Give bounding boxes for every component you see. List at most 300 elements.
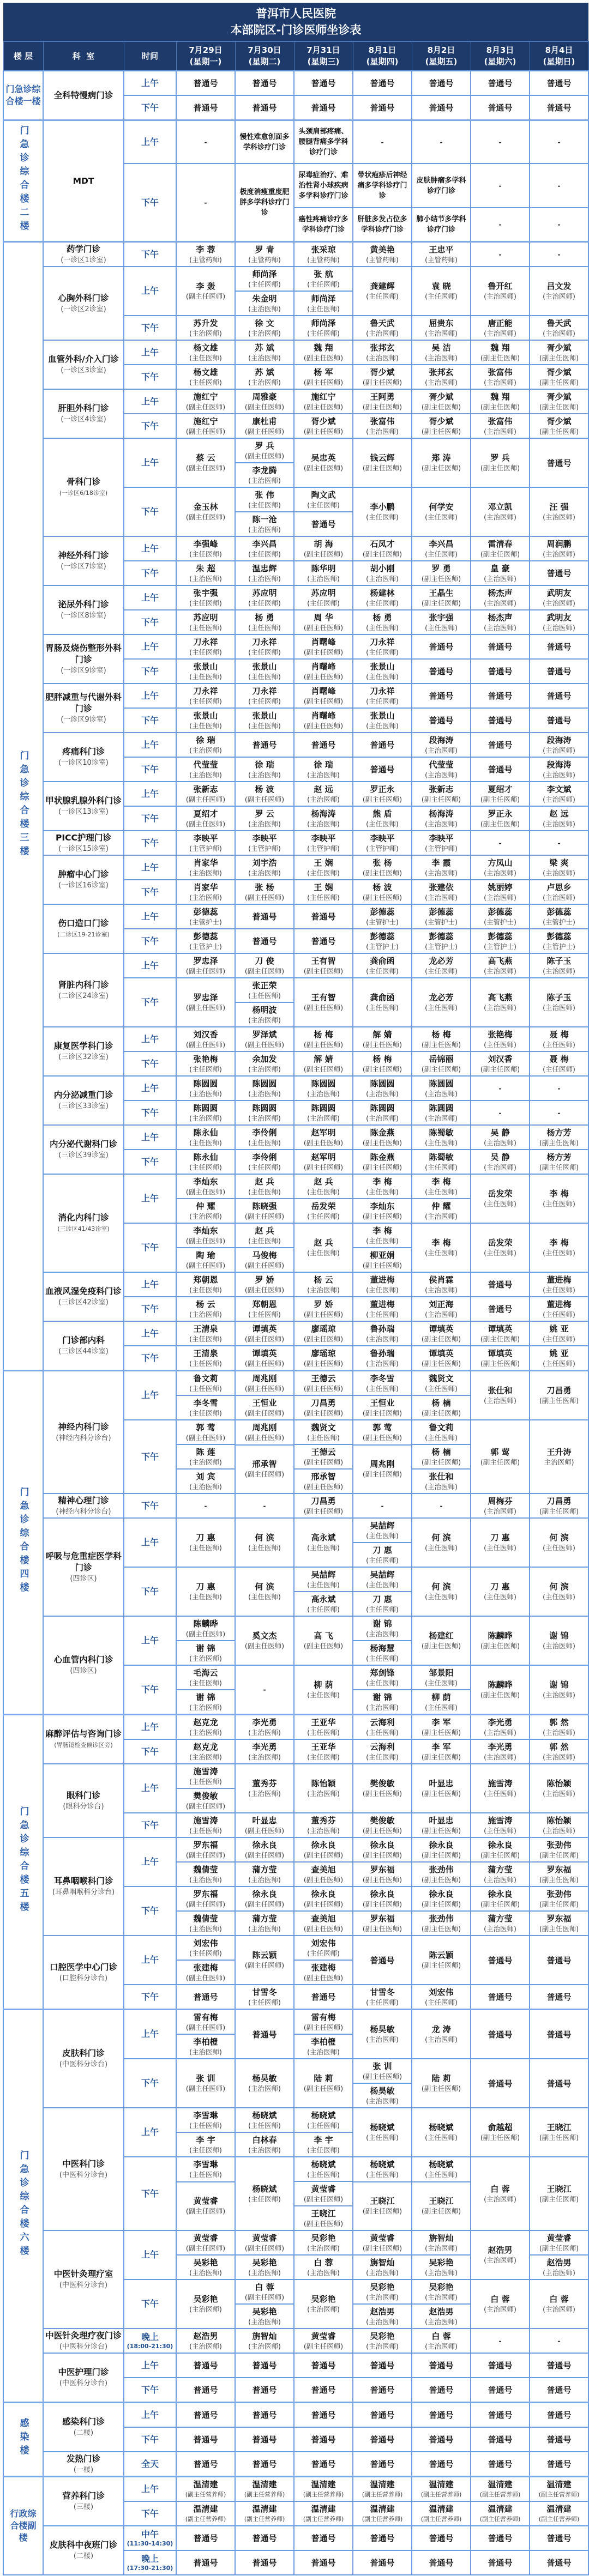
cell-stack	[236, 807, 293, 830]
schedule-cell	[412, 120, 471, 164]
doctor-entry	[177, 1640, 235, 1665]
slot-entry	[353, 733, 411, 757]
slot-entry	[353, 71, 411, 95]
doctor-name: 罗泽斌	[252, 1029, 277, 1039]
schedule-cell	[412, 733, 471, 757]
schedule-cell	[235, 2550, 294, 2575]
general-registration: 普通号	[488, 103, 513, 113]
department-name: 中医针灸理疗夜门诊	[45, 2330, 122, 2341]
doctor-title: (副主任医师)	[185, 2244, 226, 2252]
empty-slot: -	[557, 182, 561, 190]
schedule-cell	[235, 978, 294, 1027]
cell-stack	[530, 586, 588, 609]
doctor-title: (主治医师)	[307, 1789, 340, 1798]
doctor-title: (主治医师)	[543, 2268, 575, 2277]
cell-stack	[177, 1273, 235, 1296]
cell-stack	[471, 1224, 529, 1272]
schedule-cell	[530, 1985, 588, 2010]
doctor-entry	[177, 1468, 235, 1493]
doctor-name: 鲁文莉	[429, 1422, 454, 1432]
doctor-name: 董进梅	[546, 1274, 572, 1285]
cell-stack	[294, 905, 352, 928]
cell-stack	[471, 905, 529, 928]
doctor-name: 李龙腾	[252, 465, 277, 475]
doctor-title: (主治医师)	[484, 1507, 516, 1515]
doctor-entry	[412, 2502, 470, 2525]
department-name: 消化内科门诊	[58, 1213, 109, 1223]
doctor-entry	[353, 1689, 411, 1714]
doctor-title: (副主任医师)	[421, 1900, 461, 1908]
doctor-entry	[294, 1420, 352, 1444]
schedule-cell	[235, 1346, 294, 1371]
cell-stack	[294, 2280, 352, 2328]
schedule-cell	[412, 659, 471, 684]
doctor-entry	[412, 586, 470, 609]
cell-stack	[471, 1838, 529, 1886]
doctor-title: (主任医师)	[366, 672, 399, 681]
time-cell	[124, 2378, 176, 2403]
cell-stack	[530, 2428, 588, 2451]
doctor-name: 李 梅	[372, 1176, 392, 1187]
cell-stack	[236, 2280, 293, 2328]
schedule-row	[3, 1027, 588, 1051]
cell-stack	[177, 2551, 235, 2574]
doctor-name: 张仕和	[429, 1471, 454, 1481]
doctor-title: (主任医师)	[425, 292, 458, 300]
general-registration: 普通号	[311, 2558, 336, 2568]
cell-stack	[412, 905, 470, 928]
general-registration: 普通号	[252, 2459, 277, 2469]
doctor-name: 吴彩艳	[370, 2331, 395, 2341]
doctor-name: 魏贤文	[429, 1373, 454, 1383]
schedule-cell	[294, 487, 353, 536]
schedule-cell	[530, 2477, 588, 2502]
general-registration: 普通号	[429, 691, 454, 701]
doctor-name: 杨 梅	[431, 1029, 451, 1039]
schedule-cell	[412, 71, 471, 95]
doctor-name: 魏倩莹	[193, 1864, 218, 1874]
doctor-name: 刀 惠	[372, 1545, 392, 1555]
doctor-title: (主任医师)	[189, 1384, 222, 1393]
cell-stack	[471, 733, 529, 757]
doctor-entry	[412, 2010, 470, 2058]
schedule-cell	[176, 2378, 235, 2403]
slot-entry	[530, 709, 588, 732]
doctor-title: (副主任医师)	[303, 402, 344, 411]
cell-stack	[236, 1346, 293, 1370]
time-cell	[124, 340, 176, 365]
doctor-name: 张建梅	[311, 1962, 336, 1973]
doctor-entry	[471, 1126, 529, 1149]
schedule-cell	[412, 536, 471, 561]
cell-stack	[353, 733, 411, 757]
doctor-name: 陶 瑜	[196, 1250, 215, 1260]
doctor-title: (副主任医师)	[421, 1334, 461, 1343]
doctor-entry	[471, 1740, 529, 1763]
doctor-title: (主治医师)	[189, 1875, 222, 1884]
day-weekday: (星期日)	[543, 57, 575, 66]
time-label: 上午	[141, 2127, 159, 2137]
doctor-name: 吴 静	[490, 1152, 510, 1162]
doctor-title: (主任医师)	[189, 1334, 222, 1343]
cell-stack	[412, 807, 470, 830]
doctor-entry	[177, 2231, 235, 2254]
cell-stack	[177, 414, 235, 438]
general-registration: 普通号	[546, 691, 572, 701]
doctor-name: 李雪琳	[193, 2110, 218, 2120]
floor-label: 门急诊综合楼二楼	[17, 125, 29, 234]
doctor-entry	[177, 2059, 235, 2107]
schedule-cell	[235, 2108, 294, 2157]
cell-stack	[412, 1346, 470, 1370]
time-cell	[124, 2427, 176, 2452]
doctor-entry	[412, 782, 470, 806]
schedule-cell	[530, 2452, 588, 2477]
doctor-name: 温清建	[193, 2504, 218, 2514]
doctor-title: (主任医师)	[189, 2145, 222, 2154]
schedule-row	[3, 1764, 588, 1813]
doctor-name: 张富伟	[370, 416, 395, 426]
slot-entry	[236, 2378, 293, 2402]
cell-stack	[353, 635, 411, 658]
doctor-entry	[294, 2231, 352, 2254]
slot-entry	[412, 121, 470, 163]
doctor-name: 徐永良	[488, 1840, 513, 1850]
doctor-entry	[236, 1175, 293, 1198]
schedule-cell	[471, 71, 530, 95]
doctor-title: (主治医师)	[366, 1703, 399, 1712]
doctor-entry	[177, 1395, 235, 1419]
floor-cell	[3, 2010, 43, 2403]
schedule-cell	[294, 2378, 353, 2403]
doctor-name: 王 娴	[314, 857, 333, 868]
schedule-cell	[412, 1346, 471, 1371]
cell-stack	[177, 1420, 235, 1493]
doctor-title: (主任医师)	[189, 378, 222, 386]
slot-entry	[530, 2526, 588, 2550]
doctor-title: (副主任医师)	[362, 795, 402, 803]
doctor-title: (副主任营养师)	[185, 2515, 226, 2523]
doctor-name: 吴彩艳	[193, 2257, 218, 2267]
doctor-entry	[353, 1715, 411, 1739]
schedule-cell	[353, 782, 412, 806]
cell-stack	[412, 2108, 470, 2156]
doctor-name: 龚俞函	[370, 993, 395, 1002]
schedule-row	[3, 1272, 588, 1297]
department-room: (三诊区39诊室)	[58, 1151, 109, 1159]
schedule-cell	[353, 831, 412, 855]
cell-stack	[530, 96, 588, 119]
schedule-row	[3, 855, 588, 880]
cell-stack	[412, 660, 470, 683]
doctor-name: 段海涛	[546, 759, 572, 770]
schedule-cell	[294, 2059, 353, 2108]
doctor-entry	[236, 1002, 293, 1026]
schedule-cell	[530, 1764, 588, 1813]
floor-cell	[3, 2477, 43, 2575]
slot-entry	[236, 164, 293, 241]
doctor-name: 高永斌	[311, 1533, 336, 1543]
doctor-name: 武明友	[546, 588, 572, 598]
doctor-entry	[530, 1813, 588, 1837]
doctor-title: (主治医师)	[484, 966, 516, 975]
doctor-entry	[236, 1861, 293, 1886]
doctor-name: 樊俊敏	[193, 1791, 218, 1801]
doctor-entry	[471, 1617, 529, 1665]
cell-stack	[412, 758, 470, 781]
doctor-title: (副主任医师)	[421, 1040, 461, 1049]
cell-stack	[353, 2502, 411, 2525]
cell-stack	[353, 1764, 411, 1812]
doctor-name: 刀永祥	[252, 686, 277, 696]
doctor-name: 李映平	[193, 833, 218, 843]
schedule-cell	[176, 1518, 235, 1567]
doctor-title: (主任医师)	[189, 1359, 222, 1368]
doctor-name: 陈圆圆	[311, 1078, 336, 1089]
doctor-entry	[412, 1568, 470, 1616]
cell-stack	[412, 243, 470, 266]
empty-slot: -	[440, 1502, 443, 1510]
doctor-name: 陈永仙	[193, 1127, 218, 1138]
cell-stack	[353, 1568, 411, 1616]
cell-stack	[471, 2452, 529, 2476]
schedule-cell	[353, 585, 412, 610]
doctor-title: (主治医师)	[484, 598, 516, 607]
doctor-title: (主任医师)	[366, 721, 399, 730]
doctor-name: 谭填英	[252, 1323, 277, 1334]
doctor-entry	[471, 1887, 529, 1910]
time-label: 上午	[141, 1328, 159, 1339]
cell-stack	[177, 1568, 235, 1616]
doctor-title: (主治医师)	[366, 427, 399, 436]
department-name: 眼科门诊	[66, 1790, 100, 1800]
doctor-entry	[236, 954, 293, 977]
doctor-name: 樊俊敏	[370, 1815, 395, 1825]
doctor-entry	[177, 1077, 235, 1100]
day-weekday: (星期四)	[366, 57, 399, 66]
doctor-name: 高永斌	[311, 1594, 336, 1604]
column-header-day	[530, 41, 588, 71]
doctor-title: (主任医师)	[366, 598, 399, 607]
doctor-title: (主治医师)	[543, 329, 575, 337]
doctor-name: 谭填英	[429, 1323, 454, 1334]
doctor-entry	[412, 1715, 470, 1739]
schedule-cell	[412, 1371, 471, 1420]
doctor-title: (副主任医师)	[421, 1728, 461, 1737]
cell-stack	[294, 164, 352, 241]
doctor-entry	[294, 1494, 352, 1517]
cell-stack	[530, 1224, 588, 1272]
time-cell	[124, 1518, 176, 1567]
doctor-title: (副主任医师)	[362, 1900, 402, 1908]
cell-stack	[294, 439, 352, 487]
doctor-name: 王阿勇	[370, 391, 395, 402]
doctor-title: (主任医师)	[425, 2170, 458, 2179]
doctor-title: (副主任医师)	[539, 1163, 579, 1171]
doctor-name: 甘雪冬	[370, 1987, 395, 1997]
time-cell	[124, 1297, 176, 1321]
cell-stack	[177, 978, 235, 1026]
cell-stack	[177, 2502, 235, 2525]
schedule-cell	[294, 389, 353, 414]
column-header-time: 时间	[124, 41, 176, 71]
department-room: (中医科分诊台)	[59, 2342, 108, 2351]
doctor-entry	[236, 267, 293, 291]
doctor-name: 夏绍才	[193, 808, 218, 819]
doctor-entry	[353, 684, 411, 708]
doctor-name: 云海利	[370, 1741, 395, 1752]
doctor-title: 主治医师)	[544, 1458, 574, 1466]
doctor-name: 刘 宾	[196, 1471, 215, 1481]
schedule-cell	[235, 1027, 294, 1051]
schedule-cell	[294, 634, 353, 659]
doctor-name: 李灿东	[193, 1176, 218, 1187]
cell-stack	[471, 1052, 529, 1075]
doctor-title: (主治医师)	[425, 893, 458, 902]
schedule-cell	[235, 487, 294, 536]
cell-stack	[294, 635, 352, 658]
doctor-entry	[530, 1027, 588, 1051]
doctor-name: 叶显忠	[429, 1779, 454, 1788]
doctor-title: (主任医师)	[189, 1138, 222, 1147]
doctor-name: 王德云	[311, 1447, 336, 1457]
doctor-name: 姚丽婷	[488, 882, 513, 892]
doctor-entry	[353, 1591, 411, 1616]
doctor-name: 王恒业	[252, 1398, 277, 1408]
schedule-cell	[471, 880, 530, 904]
department-name: 疼痛科门诊	[62, 747, 105, 757]
doctor-title: (主治医师)	[425, 2293, 458, 2301]
doctor-entry	[177, 316, 235, 340]
general-registration: 普通号	[546, 716, 572, 725]
schedule-cell	[235, 164, 294, 242]
schedule-cell	[412, 2010, 471, 2059]
doctor-entry	[177, 1813, 235, 1837]
cell-stack	[294, 2329, 352, 2353]
doctor-entry	[236, 1027, 293, 1051]
schedule-cell	[235, 610, 294, 634]
schedule-cell	[471, 1223, 530, 1272]
schedule-cell	[353, 1665, 412, 1715]
doctor-entry	[412, 316, 470, 340]
doctor-name: 张劲伟	[429, 1864, 454, 1874]
cell-stack	[471, 537, 529, 560]
doctor-entry	[236, 365, 293, 389]
doctor-name: 董进梅	[546, 1299, 572, 1309]
department-room: (一诊区9诊室)	[61, 715, 106, 724]
cell-stack	[236, 1838, 293, 1886]
department-name: 内分泌代谢科门诊	[49, 1139, 117, 1149]
doctor-entry	[236, 2108, 293, 2132]
general-registration: 普通号	[311, 2361, 336, 2371]
schedule-cell	[471, 389, 530, 414]
cell-stack	[236, 341, 293, 364]
cell-stack	[177, 1936, 235, 1984]
doctor-entry	[294, 880, 352, 904]
schedule-cell	[235, 1051, 294, 1076]
empty-slot: -	[381, 1502, 384, 1510]
schedule-cell	[176, 1150, 235, 1174]
schedule-cell	[176, 71, 235, 95]
doctor-entry	[353, 1542, 411, 1567]
doctor-name: 陈永仙	[193, 1152, 218, 1162]
schedule-cell	[353, 2329, 412, 2353]
schedule-cell	[412, 2329, 471, 2353]
time-cell	[124, 1567, 176, 1616]
department-room: (二楼)	[73, 2552, 94, 2560]
cell-stack	[412, 1420, 470, 1493]
doctor-title: (副主任医师)	[244, 451, 285, 460]
doctor-title: (副主任医师)	[362, 378, 402, 386]
doctor-name: 余加发	[252, 1054, 277, 1064]
doctor-title: (副主任医师)	[244, 1261, 285, 1269]
schedule-cell	[235, 1297, 294, 1321]
day-date: 8月1日	[368, 45, 396, 55]
cell-stack	[353, 1666, 411, 1714]
doctor-name: 胥少斌	[546, 367, 572, 377]
doctor-name: 查美旭	[311, 1864, 336, 1874]
cell-stack	[177, 2108, 235, 2156]
doctor-entry	[294, 267, 352, 291]
slot-entry	[471, 2452, 529, 2476]
cell-stack	[236, 1764, 293, 1812]
cell-stack	[412, 1838, 470, 1886]
doctor-entry	[294, 2034, 352, 2058]
schedule-row	[3, 1715, 588, 1740]
cell-stack	[177, 1887, 235, 1935]
doctor-name: 刘宏伟	[429, 1987, 454, 1997]
cell-stack	[236, 856, 293, 879]
doctor-entry	[177, 1126, 235, 1149]
doctor-entry	[471, 929, 529, 953]
cell-stack	[412, 1715, 470, 1739]
doctor-entry	[177, 1322, 235, 1345]
cell-stack	[353, 488, 411, 536]
doctor-name: 康杜甫	[252, 416, 277, 426]
doctor-name: 聂 梅	[549, 1054, 569, 1064]
schedule-cell	[176, 2329, 235, 2353]
doctor-title: (主任医师)	[307, 1728, 340, 1737]
cell-stack	[353, 586, 411, 609]
cell-stack	[294, 1936, 352, 1984]
slot-entry	[471, 1297, 529, 1321]
schedule-cell	[412, 1051, 471, 1076]
doctor-entry	[236, 1617, 293, 1665]
doctor-entry	[236, 758, 293, 781]
doctor-name: 郑朝恩	[252, 1299, 277, 1309]
empty-slot: -	[204, 198, 207, 207]
schedule-cell	[353, 365, 412, 389]
time-note: (11:30-14:30)	[127, 2539, 173, 2547]
doctor-entry	[177, 905, 235, 928]
doctor-title: (主任医师)	[307, 1949, 340, 1957]
cell-stack	[294, 2477, 352, 2501]
schedule-cell	[294, 2403, 353, 2428]
department-cell	[43, 2526, 124, 2575]
doctor-entry	[177, 2157, 235, 2181]
cell-stack	[471, 1936, 529, 1984]
cell-stack	[294, 1494, 352, 1517]
cell-stack	[294, 807, 352, 830]
doctor-name: 杨晓斌	[252, 2184, 277, 2194]
department-cell	[43, 1027, 124, 1076]
time-cell	[124, 1076, 176, 1100]
schedule-cell	[176, 757, 235, 782]
doctor-title: (副主任医师)	[244, 402, 285, 411]
cell-stack	[471, 439, 529, 487]
cell-stack	[530, 1740, 588, 1763]
schedule-row	[3, 340, 588, 365]
